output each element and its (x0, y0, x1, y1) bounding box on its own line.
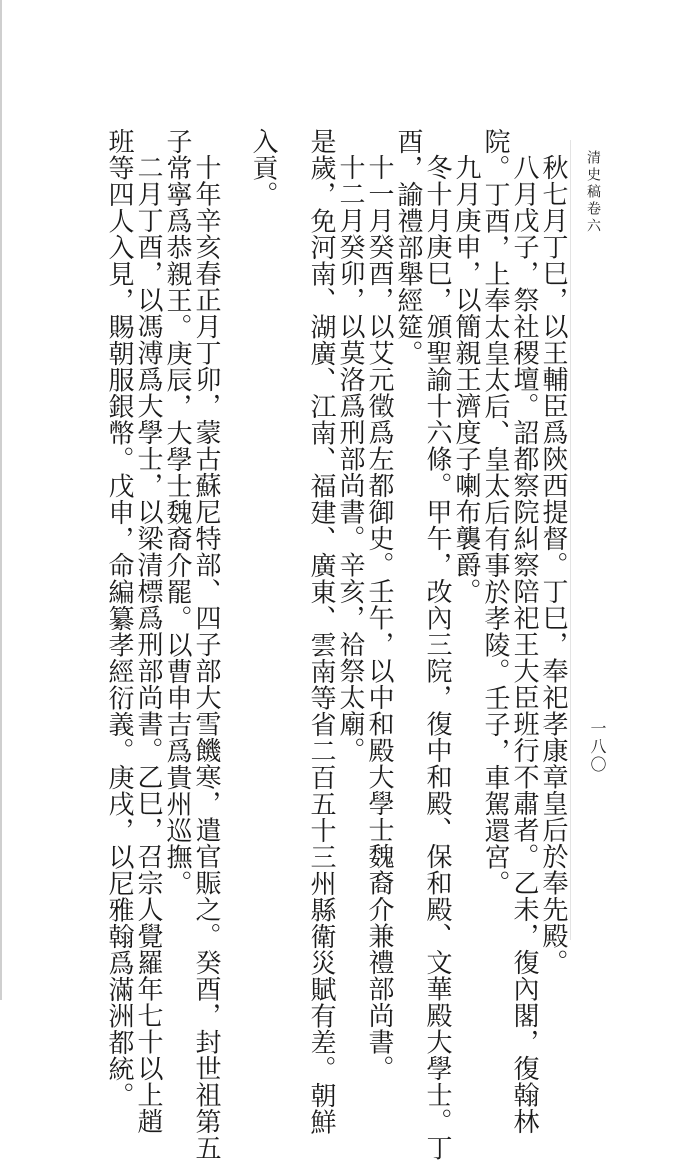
text-column-1: 秋七月丁巳，以王輔臣爲陝西提督。丁巳，奉祀孝康章皇后於奉先殿。 (538, 154, 568, 976)
page-gutter (0, 0, 2, 1000)
margin-rule (570, 140, 571, 940)
running-header: 清史稿卷六 (585, 150, 601, 235)
text-column-3: 院。丁酉，上奉太皇太后、皇太后有事於孝陵。壬子，車駕還宮。 (480, 128, 510, 897)
text-column-7: 十一月癸酉，以艾元徵爲左都御史。壬午，以中和殿大學士魏裔介兼禮部尚書。 (364, 154, 394, 1082)
text-column-11: 十年辛亥春正月丁卯，蒙古蘇尼特部、四子部大雪饑寒，遣官賑之。癸酉，封世祖第五 (191, 154, 221, 1161)
text-column-8: 十二月癸卯，以莫洛爲刑部尚書。辛亥，祫祭太廟。 (335, 154, 365, 764)
text-column-6: 酉，諭禮部舉經筵。 (393, 128, 423, 367)
text-column-4: 九月庚申，以簡親王濟度子喇布襲爵。 (451, 154, 481, 605)
text-column-14: 班等四人入見，賜朝服銀幣。戊申，命編纂孝經衍義。庚戌，以尼雅翰爲滿洲都統。 (104, 128, 134, 1109)
text-column-2: 八月戊子，祭社稷壇。詔都察院糾察陪祀王大臣班行不肅者。乙未，復內閣，復翰林 (509, 154, 539, 1135)
text-column-9: 是歲，免河南、湖廣、江南、福建、廣東、雲南等省二百五十三州縣衛災賦有差。朝鮮 (306, 128, 336, 1135)
page-number: 一八〇 (588, 720, 607, 774)
text-column-5: 冬十月庚巳，頒聖諭十六條。甲午，改內三院，復中和殿、保和殿、文華殿大學士。丁 (422, 154, 452, 1161)
text-column-10: 入貢。 (248, 128, 278, 208)
text-column-13: 二月丁酉，以馮溥爲大學士，以梁清標爲刑部尚書。乙巳，召宗人覺羅年七十以上趙 (133, 154, 163, 1135)
text-column-12: 子常寧爲恭親王。庚辰，大學士魏裔介罷。以曹申吉爲貴州巡撫。 (162, 128, 192, 897)
